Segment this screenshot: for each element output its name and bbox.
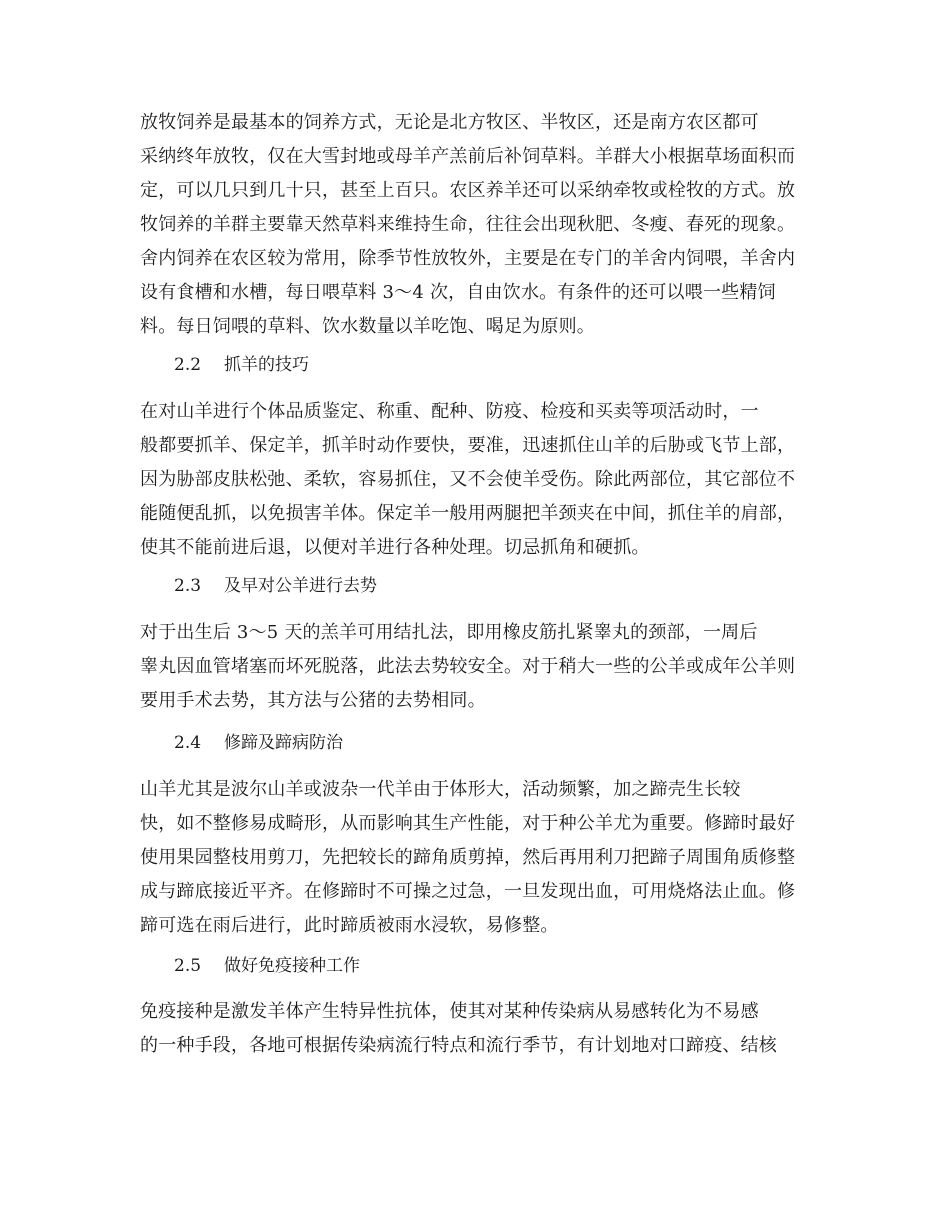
section-title: 修蹄及蹄病防治 bbox=[224, 733, 343, 753]
section-2-2-line-2: 般都要抓羊、保定羊，抓羊时动作要快，要准，迅速抓住山羊的后胁或飞节上部， bbox=[140, 435, 796, 456]
paragraph-1-line-1: 放牧饲养是最基本的饲养方式，无论是北方牧区、半牧区，还是南方农区都可 bbox=[140, 112, 759, 133]
section-2-3-line-1: 对于出生后 3～5 天的羔羊可用结扎法，即用橡皮筋扎紧睾丸的颈部，一周后 bbox=[140, 622, 758, 643]
section-2-4-line-5: 蹄可选在雨后进行，此时蹄质被雨水浸软，易修整。 bbox=[140, 915, 559, 936]
section-2-2-line-4: 能随便乱抓，以免损害羊体。保定羊一般用两腿把羊颈夹在中间，抓住羊的肩部， bbox=[140, 503, 796, 524]
section-2-2-line-5: 使其不能前进后退，以便对羊进行各种处理。切忌抓角和硬抓。 bbox=[140, 537, 650, 558]
section-number: 2.3 bbox=[174, 576, 202, 596]
paragraph-1-line-2: 采纳终年放牧，仅在大雪封地或母羊产羔前后补饲草料。羊群大小根据草场面积而 bbox=[140, 146, 796, 167]
paragraph-1-line-5: 舍内饲养在农区较为常用，除季节性放牧外，主要是在专门的羊舍内饲喂，羊舍内 bbox=[140, 248, 796, 269]
section-heading-2-3 bbox=[174, 575, 377, 597]
section-number: 2.2 bbox=[174, 355, 202, 375]
section-heading-2-4 bbox=[174, 732, 343, 754]
section-2-4-line-2: 快，如不整修易成畸形，从而影响其生产性能，对于种公羊尤为重要。修蹄时最好 bbox=[140, 813, 796, 834]
paragraph-1-line-3: 定，可以几只到几十只，甚至上百只。农区养羊还可以采纳牵牧或栓牧的方式。放 bbox=[140, 180, 796, 201]
section-2-3-line-2: 睾丸因血管堵塞而坏死脱落，此法去势较安全。对于稍大一些的公羊或成年公羊则 bbox=[140, 656, 796, 677]
section-2-2-line-1: 在对山羊进行个体品质鉴定、称重、配种、防疫、检疫和买卖等项活动时，一 bbox=[140, 401, 759, 422]
section-2-5-line-1: 免疫接种是激发羊体产生特异性抗体，使其对某种传染病从易感转化为不易感 bbox=[140, 1001, 759, 1022]
section-2-3-line-3: 要用手术去势，其方法与公猪的去势相同。 bbox=[140, 690, 486, 711]
paragraph-1-line-6: 设有食槽和水槽，每日喂草料 3～4 次，自由饮水。有条件的还可以喂一些精饲 bbox=[140, 282, 776, 303]
section-number: 2.5 bbox=[174, 956, 202, 976]
paragraph-1-line-4: 牧饲养的羊群主要靠天然草料来维持生命，往往会出现秋肥、冬瘦、春死的现象。 bbox=[140, 214, 796, 235]
section-2-4-line-1: 山羊尤其是波尔山羊或波杂一代羊由于体形大，活动频繁，加之蹄壳生长较 bbox=[140, 779, 741, 800]
section-2-4-line-4: 成与蹄底接近平齐。在修蹄时不可操之过急，一旦发现出血，可用烧烙法止血。修 bbox=[140, 881, 796, 902]
section-heading-2-5 bbox=[174, 955, 360, 977]
section-2-2-line-3: 因为胁部皮肤松弛、柔软，容易抓住，又不会使羊受伤。除此两部位，其它部位不 bbox=[140, 469, 796, 490]
section-number: 2.4 bbox=[174, 733, 202, 753]
section-title: 及早对公羊进行去势 bbox=[224, 576, 377, 596]
paragraph-1-line-7: 料。每日饲喂的草料、饮水数量以羊吃饱、喝足为原则。 bbox=[140, 316, 595, 337]
section-2-5-line-2: 的一种手段，各地可根据传染病流行特点和流行季节，有计划地对口蹄疫、结核 bbox=[140, 1035, 777, 1056]
section-title: 做好免疫接种工作 bbox=[224, 956, 360, 976]
section-2-4-line-3: 使用果园整枝用剪刀，先把较长的蹄角质剪掉，然后再用利刀把蹄子周围角质修整 bbox=[140, 847, 796, 868]
section-heading-2-2 bbox=[174, 354, 309, 376]
section-title: 抓羊的技巧 bbox=[224, 355, 309, 375]
